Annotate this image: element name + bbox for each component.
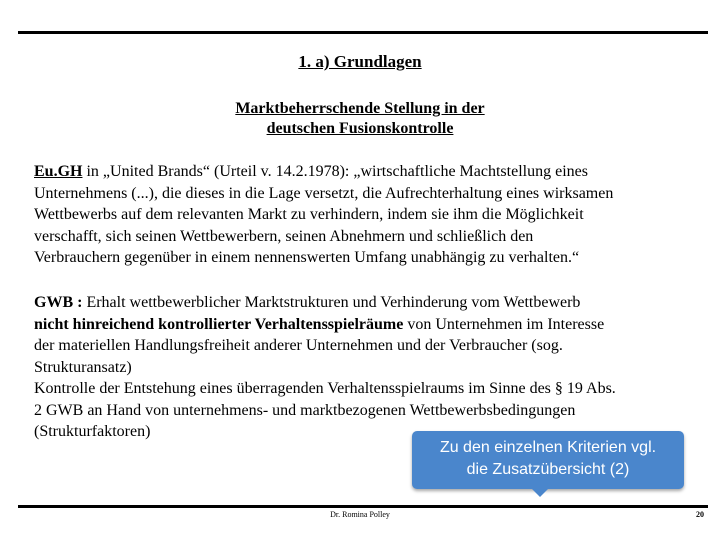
callout-line-2: die Zusatzübersicht (2) — [466, 461, 630, 478]
slide-subtitle — [0, 99, 720, 139]
paragraph-line: der materiellen Handlungsfreiheit anderer Unternehmen und der Verbraucher (sog. — [34, 337, 563, 354]
paragraph-line: Unternehmens (...), die dieses in die Lage versetzt, die Aufrechterhaltung eines wirksamen — [34, 184, 614, 202]
paragraph-line — [34, 292, 694, 314]
callout-line-1: Zu den einzelnen Kriterien vgl. — [439, 439, 657, 456]
subtitle-line-2: deutschen Fusionskontrolle — [266, 120, 454, 137]
callout-box — [412, 431, 684, 489]
eugh-definition-paragraph — [34, 161, 694, 269]
subtitle-line-1: Marktbeherrschende Stellung in der — [235, 100, 485, 117]
slide-title: 1. a) Grundlagen — [298, 52, 422, 71]
gwb-label: GWB : — [34, 294, 83, 311]
paragraph-text: von Unternehmen im Interesse — [403, 315, 605, 333]
gwb-paragraph — [34, 292, 694, 443]
paragraph-line: (Strukturfaktoren) — [34, 423, 151, 440]
paragraph-line: Verbrauchern gegenüber in einem nennenswerten Umfang unabhängig zu verhalten.“ — [34, 249, 580, 266]
paragraph-line: Kontrolle der Entstehung eines überragenden Verhaltensspielraums im Sinne des § 19 Abs. — [34, 380, 616, 397]
paragraph-line: verschafft, sich seinen Wettbewerbern, seinen Abnehmern und schließlich den — [34, 227, 534, 245]
paragraph-line — [34, 161, 694, 183]
paragraph-text: Erhalt wettbewerblicher Marktstrukturen und Verhinderung vom Wettbewerb — [82, 294, 581, 311]
paragraph-line: Wettbewerbs auf dem relevanten Markt zu verhindern, indem sie ihm die Möglichkeit — [34, 206, 584, 223]
paragraph-line: 2 GWB an Hand von unternehmens- und marktbezogenen Wettbewerbsbedingungen — [34, 401, 576, 419]
emphasis-text: nicht hinreichend kontrollierter Verhaltensspielräume — [34, 315, 404, 333]
bottom-divider — [18, 505, 708, 508]
paragraph-text: in „United Brands“ (Urteil v. 14.2.1978): „wirtschaftliche Machtstellung eines — [82, 163, 588, 180]
footer-author: Dr. Romina Polley — [330, 510, 390, 519]
top-divider — [18, 31, 708, 34]
eugh-label: Eu.GH — [34, 163, 83, 180]
page-number: 20 — [696, 510, 704, 519]
paragraph-line: Strukturansatz) — [34, 358, 132, 376]
paragraph-line — [34, 314, 694, 336]
